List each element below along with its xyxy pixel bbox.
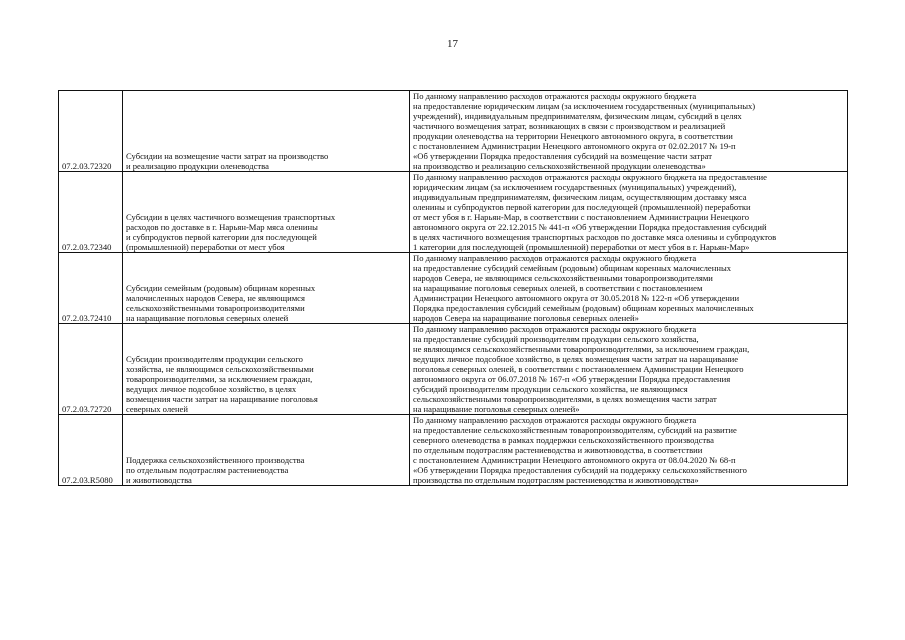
expense-description-line: оленины и субпродуктов первой категории для последующей (промышленной) переработки [413,202,751,212]
expense-name-line: товаропроизводителями, за исключением граждан, [126,374,313,384]
expense-name-line: Поддержка сельскохозяйственного производства [126,455,305,465]
expense-description-line: с постановлением Администрации Ненецкого автономного округа от 08.04.2020 № 68-п [413,455,736,465]
expense-description-line: автономного округа от 22.12.2015 № 441-п «Об утверждении Порядка предоставления субсидий [413,222,767,232]
expense-description-line: По данному направлению расходов отражаются расходы окружного бюджета [413,253,697,263]
expense-description-line: учреждений), индивидуальным предпринимателям, физическим лицам, субсидий в целях [413,111,742,121]
expense-name-cell [123,253,410,324]
expense-description-line: частичного возмещения затрат, возникающих в связи с производством и реализацией [413,121,726,131]
expense-name-line: (промышленной) переработки от мест убоя [126,242,285,252]
expense-description-line: субсидий производителям продукции сельского хозяйства, не являющимся [413,384,688,394]
expense-code-cell: 07.2.03.72720 [59,324,123,415]
expense-name-line: Субсидии семейным (родовым) общинам коренных [126,283,316,293]
expense-description-cell [410,91,848,172]
expense-description-line: продукции оленеводства на территории Ненецкого автономного округа, в соответствии [413,131,733,141]
expense-name-line: сельскохозяйственными товаропроизводителями [126,303,305,313]
table-row [59,324,848,415]
expense-name-line: возмещения части затрат на наращивание поголовья [126,394,318,404]
expense-description-line: по отдельным подотраслям растениеводства и животноводства, в соответствии [413,445,703,455]
expense-description-cell [410,172,848,253]
expense-name-line: и реализацию продукции оленеводства [126,161,269,171]
expense-description-line: Администрации Ненецкого автономного округа от 30.05.2018 № 122-п «Об утверждении [413,293,740,303]
expense-description-line: По данному направлению расходов отражаются расходы окружного бюджета [413,91,697,101]
expense-description-line: народов Севера, не являющимся сельскохозяйственными товаропроизводителями [413,273,713,283]
expense-description-line: на предоставление субсидий производителям продукции сельского хозяйства, [413,334,699,344]
expense-description-line: на наращивание поголовья северных оленей, в соответствии с постановлением [413,283,703,293]
expense-name-line: и субпродуктов первой категории для последующей [126,232,317,242]
expense-description-line: от мест убоя в г. Нарьян-Мар, в соответствии с постановлением Администрации Ненецкого [413,212,750,222]
expense-description-line: производства по отдельным подотраслям растениеводства и животноводства» [413,475,699,485]
expense-description-cell [410,253,848,324]
expense-description-line: поголовья северных оленей, в соответствии с постановлением Администрации Ненецкого [413,364,744,374]
expense-name-cell [123,415,410,486]
table-row [59,415,848,486]
expense-description-line: северного оленеводства в рамках поддержки сельскохозяйственного производства [413,435,714,445]
expense-name-cell [123,324,410,415]
expense-description-line: Порядка предоставления субсидий семейным (родовым) общинам коренных малочисленных [413,303,754,313]
expense-description-line: индивидуальным предпринимателям, физическим лицам, осуществляющим доставку мяса [413,192,747,202]
table-row [59,253,848,324]
expense-name-cell [123,172,410,253]
expense-name-line: по отдельным подотраслям растениеводства [126,465,289,475]
expense-description-line: ведущих личное подсобное хозяйство, в целях возмещения части затрат на наращивание [413,354,739,364]
expense-description-line: на наращивание поголовья северных оленей» [413,404,580,414]
expense-description-line: на предоставление юридическим лицам (за исключением государственных (муниципальных) [413,101,756,111]
expense-name-line: малочисленных народов Севера, не являющимся [126,293,305,303]
expense-name-cell [123,91,410,172]
expense-name-line: хозяйства, не являющимся сельскохозяйственными [126,364,314,374]
expense-name-line: расходов по доставке в г. Нарьян-Мар мяса оленины [126,222,318,232]
expense-description-line: автономного округа от 06.07.2018 № 167-п «Об утверждении Порядка предоставления [413,374,731,384]
expense-description-line: в целях частичного возмещения транспортных расходов по доставке мяса оленины и субпродуктов [413,232,777,242]
expense-description-line: «Об утверждении Порядка предоставления субсидий на возмещение части затрат [413,151,713,161]
expense-description-line: По данному направлению расходов отражаются расходы окружного бюджета [413,324,697,334]
expense-description-line: По данному направлению расходов отражаются расходы окружного бюджета на предоставление [413,172,767,182]
expense-name-line: северных оленей [126,404,188,414]
expense-name-line: и животноводства [126,475,192,485]
expense-description-line: По данному направлению расходов отражаются расходы окружного бюджета [413,415,697,425]
expense-code-cell: 07.2.03.72340 [59,172,123,253]
expense-description-line: сельскохозяйственными товаропроизводителями, в целях возмещения части затрат [413,394,717,404]
expense-description-line: на производство и реализацию сельскохозяйственной продукции оленеводства» [413,161,706,171]
expense-name-line: Субсидии на возмещение части затрат на производство [126,151,329,161]
expense-name-line: Субсидии в целях частичного возмещения транспортных [126,212,336,222]
expense-description-line: 1 категории для последующей (промышленной) переработки от мест убоя в г. Нарьян-Мар» [413,242,750,252]
expense-description-line: не являющимся сельскохозяйственными товаропроизводителями, за исключением граждан, [413,344,750,354]
expense-name-line: на наращивание поголовья северных оленей [126,313,289,323]
expense-name-line: ведущих личное подсобное хозяйство, в целях [126,384,297,394]
expense-code-cell: 07.2.03.72320 [59,91,123,172]
expense-description-cell [410,415,848,486]
expense-description-line: юридическим лицам (за исключением государственных (муниципальных) учреждений), [413,182,737,192]
expense-description-line: с постановлением Администрации Ненецкого автономного округа от 02.02.2017 № 19-п [413,141,736,151]
expense-codes-table [58,90,848,486]
expense-description-line: народов Севера на наращивание поголовья северных оленей» [413,313,639,323]
expense-description-cell [410,324,848,415]
expense-description-line: «Об утверждении Порядка предоставления субсидий на поддержку сельскохозяйственного [413,465,747,475]
table-row [59,91,848,172]
table-row [59,172,848,253]
expense-code-cell: 07.2.03.72410 [59,253,123,324]
expense-description-line: на предоставление сельскохозяйственным товаропроизводителям, субсидий на развитие [413,425,737,435]
expense-code-cell: 07.2.03.R5080 [59,415,123,486]
page-number: 17 [447,38,458,50]
expense-name-line: Субсидии производителям продукции сельского [126,354,303,364]
expense-description-line: на предоставление субсидий семейным (родовым) общинам коренных малочисленных [413,263,732,273]
